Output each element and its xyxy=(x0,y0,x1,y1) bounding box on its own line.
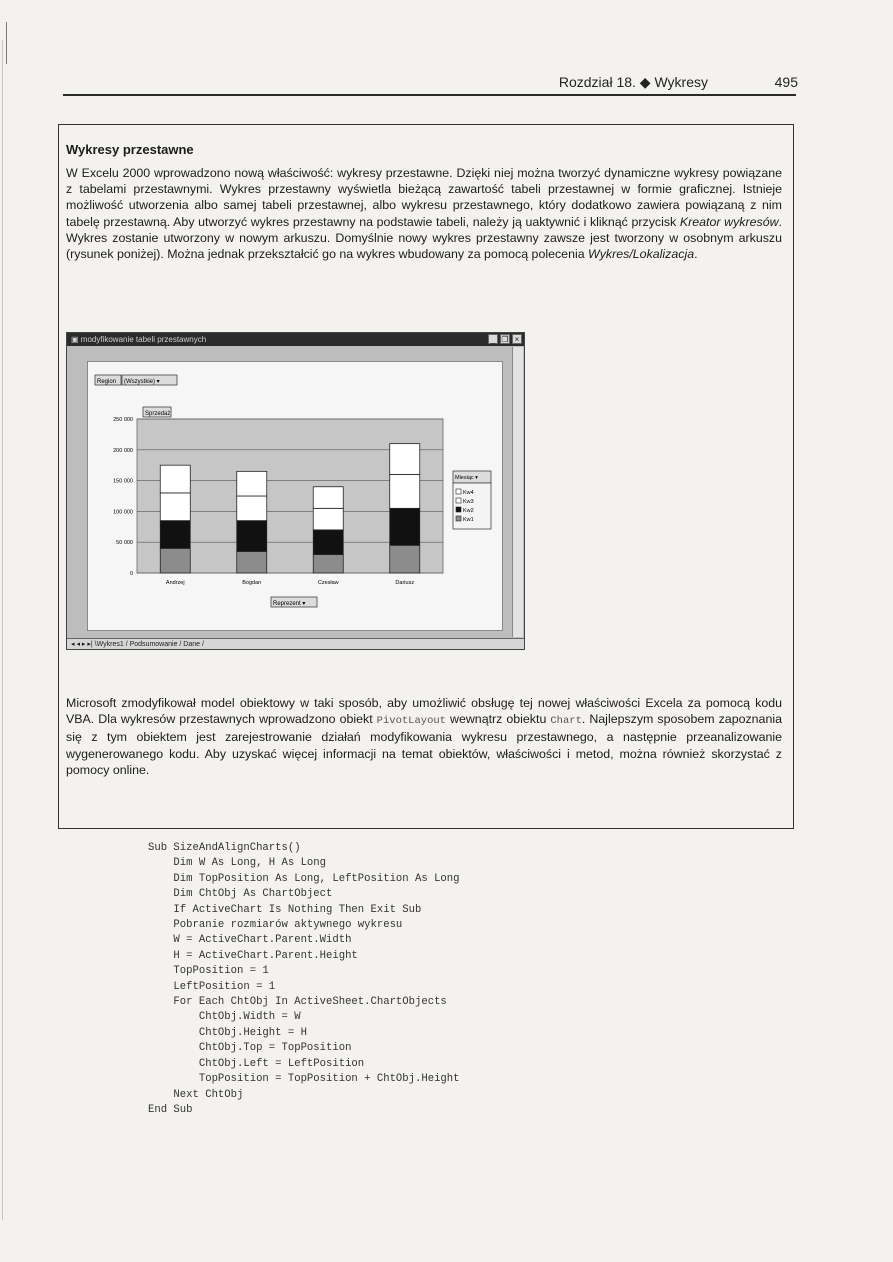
code-line: Dim ChtObj As ChartObject xyxy=(148,888,333,901)
sidebar-paragraph-1 xyxy=(66,165,782,262)
bar-segment xyxy=(390,508,420,545)
close-icon[interactable]: × xyxy=(512,334,522,344)
text-run: . Wykres zostanie utworzony w nowym arkuszu. Domyślnie nowy wykres przestawny zawsze jest tworzony w osobnym arkuszu (rysunek poniżej). Można jednak przekształcić go na wykres wbudowany za pomocą polecenia xyxy=(66,214,782,262)
bar-segment xyxy=(313,487,343,509)
code-line: TopPosition = 1 xyxy=(148,965,269,978)
x-category-label: Czesław xyxy=(317,580,339,586)
page-number: 495 xyxy=(774,74,798,90)
bar-segment xyxy=(237,496,267,521)
code-line: W = ActiveChart.Parent.Width xyxy=(148,934,352,947)
bar-segment xyxy=(237,521,267,552)
y-tick-label: 250 000 xyxy=(113,417,133,423)
excel-app-icon: ▣ xyxy=(71,335,81,344)
y-tick-label: 200 000 xyxy=(113,447,133,454)
text-run: . xyxy=(694,247,698,262)
page-field-value: (Wszystkie) ▾ xyxy=(124,379,160,385)
window-titlebar xyxy=(67,333,524,346)
page-margin-line xyxy=(2,40,3,1220)
bar-segment xyxy=(237,471,267,496)
vba-code-listing xyxy=(148,841,460,1118)
x-category-label: Andrzej xyxy=(165,580,185,586)
legend-entry: Kw3 xyxy=(463,499,474,505)
legend-swatch xyxy=(456,498,461,503)
code-line: Pobranie rozmiarów aktywnego wykresu xyxy=(148,919,403,932)
code-term: PivotLayout xyxy=(376,715,446,728)
page-field-label: Region xyxy=(97,379,117,385)
bar-segment xyxy=(237,551,267,573)
legend-swatch xyxy=(456,489,461,494)
code-line: ChtObj.Width = W xyxy=(148,1011,301,1024)
header-rule xyxy=(63,94,796,96)
pivot-chart xyxy=(87,361,503,631)
code-line: Dim TopPosition As Long, LeftPosition As Long xyxy=(148,872,460,885)
menu-reference: Kreator wykresów xyxy=(679,214,779,229)
window-controls xyxy=(488,334,522,345)
text-run: wewnątrz obiektu xyxy=(445,712,551,727)
data-field-label: Sprzedaż xyxy=(145,411,171,417)
code-line: For Each ChtObj In ActiveSheet.ChartObjects xyxy=(148,996,447,1009)
sidebar-paragraph-2 xyxy=(66,695,782,778)
code-line: End Sub xyxy=(148,1103,193,1116)
excel-window-screenshot xyxy=(66,332,525,650)
vertical-scrollbar[interactable] xyxy=(512,347,523,637)
code-line: TopPosition = TopPosition + ChtObj.Height xyxy=(148,1073,460,1086)
sidebar-title: Wykresy przestawne xyxy=(66,142,194,157)
code-line: ChtObj.Height = H xyxy=(148,1026,307,1039)
y-tick-label: 150 000 xyxy=(113,478,133,485)
code-line: ChtObj.Top = TopPosition xyxy=(148,1042,352,1055)
x-category-label: Bogdan xyxy=(242,580,262,586)
legend-entry: Kw2 xyxy=(463,508,474,514)
bar-segment xyxy=(390,474,420,508)
x-category-label: Dariusz xyxy=(395,580,415,586)
row-field-label: Reprezent ▾ xyxy=(273,601,306,607)
bar-segment xyxy=(390,545,420,573)
legend-title: Miesiąc ▾ xyxy=(455,475,478,481)
y-tick-label: 50 000 xyxy=(116,540,133,547)
code-line: Next ChtObj xyxy=(148,1088,244,1101)
minimize-icon[interactable]: _ xyxy=(488,334,498,344)
text-run: . Najlepszym sposobem zapoznania się z tym obiektem jest zarejestrowanie działań modyfikowania wykresu przestawnego, a następnie przeanalizowanie wygenerowanego kodu. Aby uzyskać więcej informacji na temat obiektów, właściwości i metod, można również skorzystać z pomocy online. xyxy=(66,712,782,777)
window-title: modyfikowanie tabeli przestawnych xyxy=(80,335,207,344)
page-margin-mark xyxy=(6,22,7,64)
code-line: Dim W As Long, H As Long xyxy=(148,857,327,870)
code-line: If ActiveChart Is Nothing Then Exit Sub xyxy=(148,903,422,916)
sheet-tab-bar[interactable]: ◂ ◂ ▸ ▸| \Wykres1 / Podsumowanie / Dane / xyxy=(67,638,524,649)
y-tick-label: 0 xyxy=(129,571,133,577)
bar-segment xyxy=(160,493,190,521)
bar-segment xyxy=(160,465,190,493)
legend-swatch xyxy=(456,507,461,512)
menu-reference: Wykres/Lokalizacja xyxy=(588,247,695,262)
bar-segment xyxy=(390,444,420,475)
y-tick-label: 100 000 xyxy=(113,509,133,516)
restore-icon[interactable]: ❐ xyxy=(501,335,509,344)
code-term: Chart xyxy=(550,715,582,728)
code-line: Sub SizeAndAlignCharts() xyxy=(148,842,301,854)
code-line: LeftPosition = 1 xyxy=(148,980,276,993)
text-run: Microsoft zmodyfikował model obiektowy w taki sposób, aby umożliwić obsługę tej nowej właściwości Excela za pomocą kodu VBA. Dla wykresów przestawnych wprowadzono obiekt xyxy=(66,696,782,727)
bar-segment xyxy=(313,530,343,555)
bar-segment xyxy=(313,555,343,573)
text-run: W Excelu 2000 wprowadzono nową właściwość: wykresy przestawne. Dzięki niej można tworzyć dynamiczne wykresy powiązane z tabelami przestawnymi. Wykres przestawny wyświetla bieżącą zawartość tabeli przestawnej w formie graficznej. Istnieje możliwość utworzenia albo samej tabeli przestawnej, albo wykresu przestawnego, który dodatkowo zawiera powiązaną z nim tabelę przestawną. Aby utworzyć wykres przestawny na podstawie tabeli, należy ją uaktywnić i kliknąć przycisk xyxy=(66,166,782,229)
code-line: H = ActiveChart.Parent.Height xyxy=(148,949,358,962)
legend-entry: Kw4 xyxy=(463,490,474,496)
code-line: ChtObj.Left = LeftPosition xyxy=(148,1057,365,1070)
legend-swatch xyxy=(456,516,461,521)
legend-entry: Kw1 xyxy=(463,517,474,523)
running-header xyxy=(65,74,798,102)
bar-segment xyxy=(313,508,343,530)
bar-segment xyxy=(160,521,190,549)
bar-segment xyxy=(160,548,190,573)
chapter-title: Rozdział 18. ◆ Wykresy xyxy=(558,74,708,90)
